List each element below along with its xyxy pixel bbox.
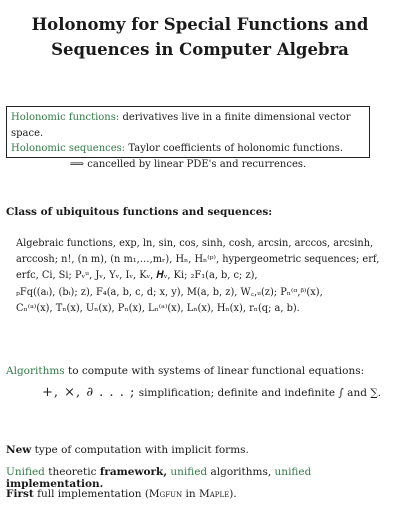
- maple-name: Maple: [198, 488, 230, 500]
- algorithms-text: to compute with systems of linear functional equations:: [68, 365, 365, 377]
- functions-heading: Class of ubiquitous functions and sequences:: [6, 206, 273, 218]
- holonomic-functions-label: Holonomic functions:: [11, 112, 120, 123]
- functions-line-1: Algebraic functions, exp, ln, sin, cos, sinh, cosh, arcsin, arccos, arcsinh,: [16, 238, 374, 249]
- first-text: full implementation (: [37, 488, 149, 500]
- algorithms-line: [6, 365, 364, 377]
- unified-1: Unified: [6, 466, 45, 478]
- new-computation-line: [6, 444, 249, 456]
- holonomic-sequences-text: Taylor coefficients of holonomic functions.: [128, 143, 344, 154]
- first-implementation-line: [6, 488, 237, 500]
- title-line-1: Holonomy for Special Functions and: [31, 15, 369, 34]
- first-label: First: [6, 488, 34, 500]
- framework-text: framework,: [99, 466, 167, 478]
- algorithms-operations: [42, 385, 381, 400]
- in-word: in: [185, 488, 196, 500]
- implementation-text: implementation.: [6, 478, 104, 490]
- unified-3: unified: [274, 466, 312, 478]
- holonomic-functions-text: derivatives live in a finite dimensional vector space.: [11, 112, 351, 139]
- algorithms-word: algorithms,: [210, 466, 272, 478]
- closing-paren: ).: [229, 488, 237, 500]
- new-label: New: [6, 444, 32, 456]
- functions-line-2: arccosh; n!, (n m), (n m₁,…,mᵣ), Hₙ, Hₙ⁽ᵖ⁾, hypergeometric sequences; erf,: [16, 254, 380, 266]
- mgfun-name: Mgfun: [148, 488, 183, 500]
- operation-symbols: +, ×, ∂ . . . ;: [42, 385, 136, 400]
- unified-line: [6, 466, 400, 490]
- functions-line-5: Cₙ⁽ᵃ⁾(x), Tₙ(x), Uₙ(x), Pₙ(x), Lₙ⁽ᵃ⁾(x), Lₙ(x), Hₙ(x), rₙ(q; a, b).: [16, 302, 300, 314]
- holonomic-definition-box: [6, 106, 370, 170]
- holonomic-sequences-label: Holonomic sequences:: [11, 143, 126, 154]
- functions-line-4: ₚFq((aᵢ), (bᵢ); z), F₄(a, b, c, d; x, y), M(a, b, z), W꜀,ᵤ(z); Pₙ⁽ᵅ,ᵝ⁾(x),: [16, 286, 323, 298]
- unified-2: unified: [170, 466, 208, 478]
- functions-line-3: erfc, Ci, Si; Pᵥᵘ, Jᵥ, Yᵥ, Iᵥ, Kᵥ, 𝑯ᵥ, Ki; ₂F₁(a, b, c; z),: [16, 270, 258, 282]
- page-title: [0, 12, 400, 62]
- title-line-2: Sequences in Computer Algebra: [51, 40, 349, 59]
- algorithms-label: Algorithms: [6, 365, 65, 377]
- box-line-3: ⟹ cancelled by linear PDE's and recurrences.: [69, 158, 307, 170]
- box-line-1: [11, 110, 365, 141]
- operations-text: simplification; definite and indefinite ∫ and ∑.: [138, 387, 382, 399]
- theoretic-text: theoretic: [48, 466, 97, 478]
- box-line-2: [11, 141, 365, 157]
- new-text: type of computation with implicit forms.: [34, 444, 249, 456]
- functions-list: [16, 236, 388, 317]
